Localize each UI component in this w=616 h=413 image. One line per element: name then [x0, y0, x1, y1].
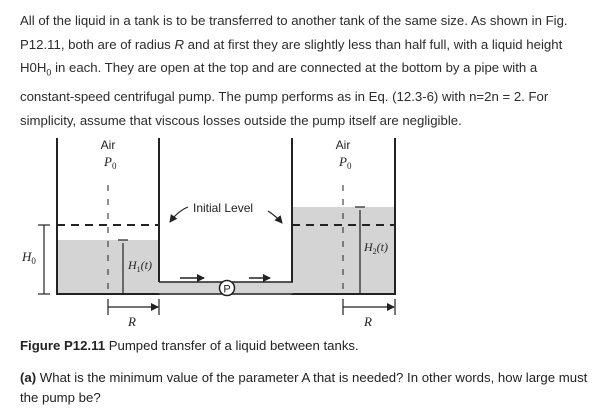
radius-right-label: R [364, 314, 372, 329]
problem-line-1: All of the liquid in a tank is to be transferred to another tank of the same size. As shown in Fig. [20, 13, 568, 28]
h0-label: $H_0$ [22, 249, 36, 266]
question-a-label: (a) [20, 370, 37, 385]
height-subscript: 0 [46, 67, 52, 78]
left-pressure-label: $P_0$ [104, 154, 117, 171]
left-air-label: Air [100, 138, 116, 152]
question-a [20, 368, 608, 408]
problem-line-4: constant-speed centrifugal pump. The pump performs as in Eq. (12.3-6) with n=2n = 2. For [20, 89, 549, 105]
radius-symbol: R [174, 36, 184, 52]
h2-label: $H_2(t)$ [364, 240, 388, 256]
problem-line-2b: and at first they are slightly less than half full, with a liquid height [183, 36, 563, 52]
problem-line-3a: H0H [20, 60, 47, 75]
question-a-text: What is the minimum value of the parameter A that is needed? In other words, how large must the pump be? [20, 370, 588, 405]
initial-level-label: Initial Level [193, 201, 254, 215]
initial-level-leader-right [268, 211, 282, 223]
figure-caption-label: Figure P12.11 [20, 338, 106, 353]
right-air-label: Air [335, 138, 351, 152]
radius-left-label: R [128, 314, 136, 329]
problem-line-5: simplicity, assume that viscous losses outside the pump itself are negligible. [20, 112, 462, 128]
pump-label: P [223, 283, 231, 296]
right-pressure-label: $P_0$ [339, 154, 352, 171]
problem-line-2a: P12.11, both are of radius [20, 36, 175, 52]
figure-caption-text: Pumped transfer of a liquid between tanks. [105, 338, 359, 353]
problem-statement [20, 9, 608, 132]
problem-line-3b: in each. They are open at the top and are connected at the bottom by a pipe with a [51, 60, 538, 75]
initial-level-leader-left [170, 207, 188, 222]
tank-figure [0, 135, 616, 335]
tank-diagram [0, 135, 616, 335]
h1-label: $H_1(t)$ [128, 258, 152, 274]
figure-caption [20, 338, 359, 353]
